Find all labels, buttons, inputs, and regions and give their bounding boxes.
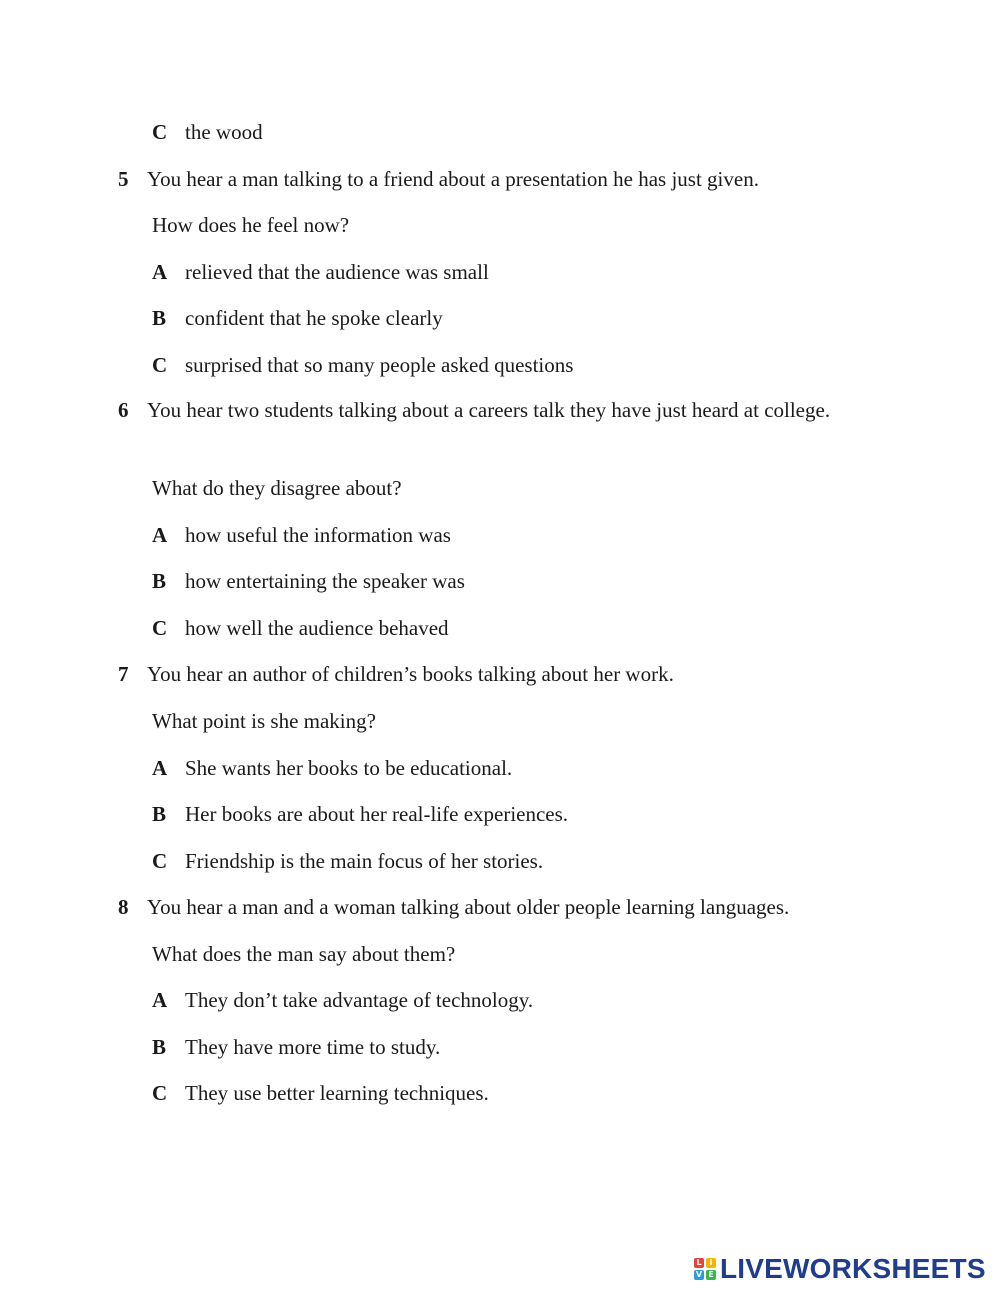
logo-text: LIVEWORKSHEETS: [720, 1253, 986, 1284]
option-text: the wood: [185, 120, 263, 144]
question-7-question: What point is she making?: [152, 709, 376, 733]
question-prompt-text: You hear an author of children’s books talking about her work.: [147, 662, 674, 686]
question-7-option-a[interactable]: [152, 758, 512, 779]
question-8-option-a[interactable]: [152, 990, 533, 1011]
question-6-question: What do they disagree about?: [152, 476, 402, 500]
question-5-option-c[interactable]: [152, 355, 573, 376]
question-7-prompt: [118, 664, 674, 685]
question-prompt-text: You hear a man talking to a friend about a presentation he has just given.: [147, 167, 759, 191]
question-7-option-c[interactable]: [152, 851, 543, 872]
question-prompt-text: You hear two students talking about a careers talk they have just heard at college.: [147, 398, 831, 422]
question-number: 8: [118, 895, 129, 919]
question-8-question: What does the man say about them?: [152, 942, 456, 966]
question-prompt-text: You hear a man and a woman talking about older people learning languages.: [147, 895, 790, 919]
option-text: Friendship is the main focus of her stories.: [185, 849, 544, 873]
option-text: They don’t take advantage of technology.: [185, 988, 534, 1012]
option-text: They use better learning techniques.: [185, 1081, 489, 1105]
option-letter: C: [152, 353, 168, 377]
option-c-prev: [152, 122, 263, 143]
option-letter: C: [152, 120, 168, 144]
option-letter: B: [152, 569, 167, 593]
logo-mark-cell: V: [695, 1270, 703, 1279]
question-number: 6: [118, 398, 129, 422]
option-text: They have more time to study.: [185, 1035, 441, 1059]
question-5-option-b[interactable]: [152, 308, 443, 329]
option-text: how useful the information was: [185, 523, 451, 547]
option-text: how entertaining the speaker was: [185, 569, 465, 593]
option-text: She wants her books to be educational.: [185, 756, 513, 780]
option-letter: A: [152, 523, 168, 547]
option-text: how well the audience behaved: [185, 616, 449, 640]
option-letter: A: [152, 260, 168, 284]
option-text: confident that he spoke clearly: [185, 306, 443, 330]
question-6-prompt: [118, 395, 838, 425]
question-8-prompt: [118, 897, 789, 918]
option-letter: B: [152, 1035, 167, 1059]
option-letter: C: [152, 616, 168, 640]
question-5-prompt: [118, 169, 759, 190]
option-text: relieved that the audience was small: [185, 260, 489, 284]
question-6-option-a[interactable]: [152, 525, 451, 546]
option-letter: A: [152, 756, 168, 780]
option-letter: C: [152, 1081, 168, 1105]
liveworksheets-logo: [694, 1254, 986, 1284]
question-8-option-b[interactable]: [152, 1037, 440, 1058]
question-8-option-c[interactable]: [152, 1083, 489, 1104]
question-number: 5: [118, 167, 129, 191]
option-text: Her books are about her real-life experiences.: [185, 802, 569, 826]
question-6-option-c[interactable]: [152, 618, 449, 639]
logo-mark-cell: L: [694, 1258, 704, 1268]
option-letter: A: [152, 988, 168, 1012]
question-7-option-b[interactable]: [152, 804, 568, 825]
question-number: 7: [118, 662, 129, 686]
option-letter: B: [152, 306, 167, 330]
logo-mark-icon: [694, 1258, 716, 1280]
logo-mark-cell: I: [706, 1258, 716, 1268]
option-text: surprised that so many people asked questions: [185, 353, 574, 377]
question-5-question: How does he feel now?: [152, 213, 350, 237]
question-6-option-b[interactable]: [152, 571, 465, 592]
logo-mark-cell: E: [706, 1270, 716, 1280]
option-letter: B: [152, 802, 167, 826]
option-letter: C: [152, 849, 168, 873]
question-5-option-a[interactable]: [152, 262, 489, 283]
